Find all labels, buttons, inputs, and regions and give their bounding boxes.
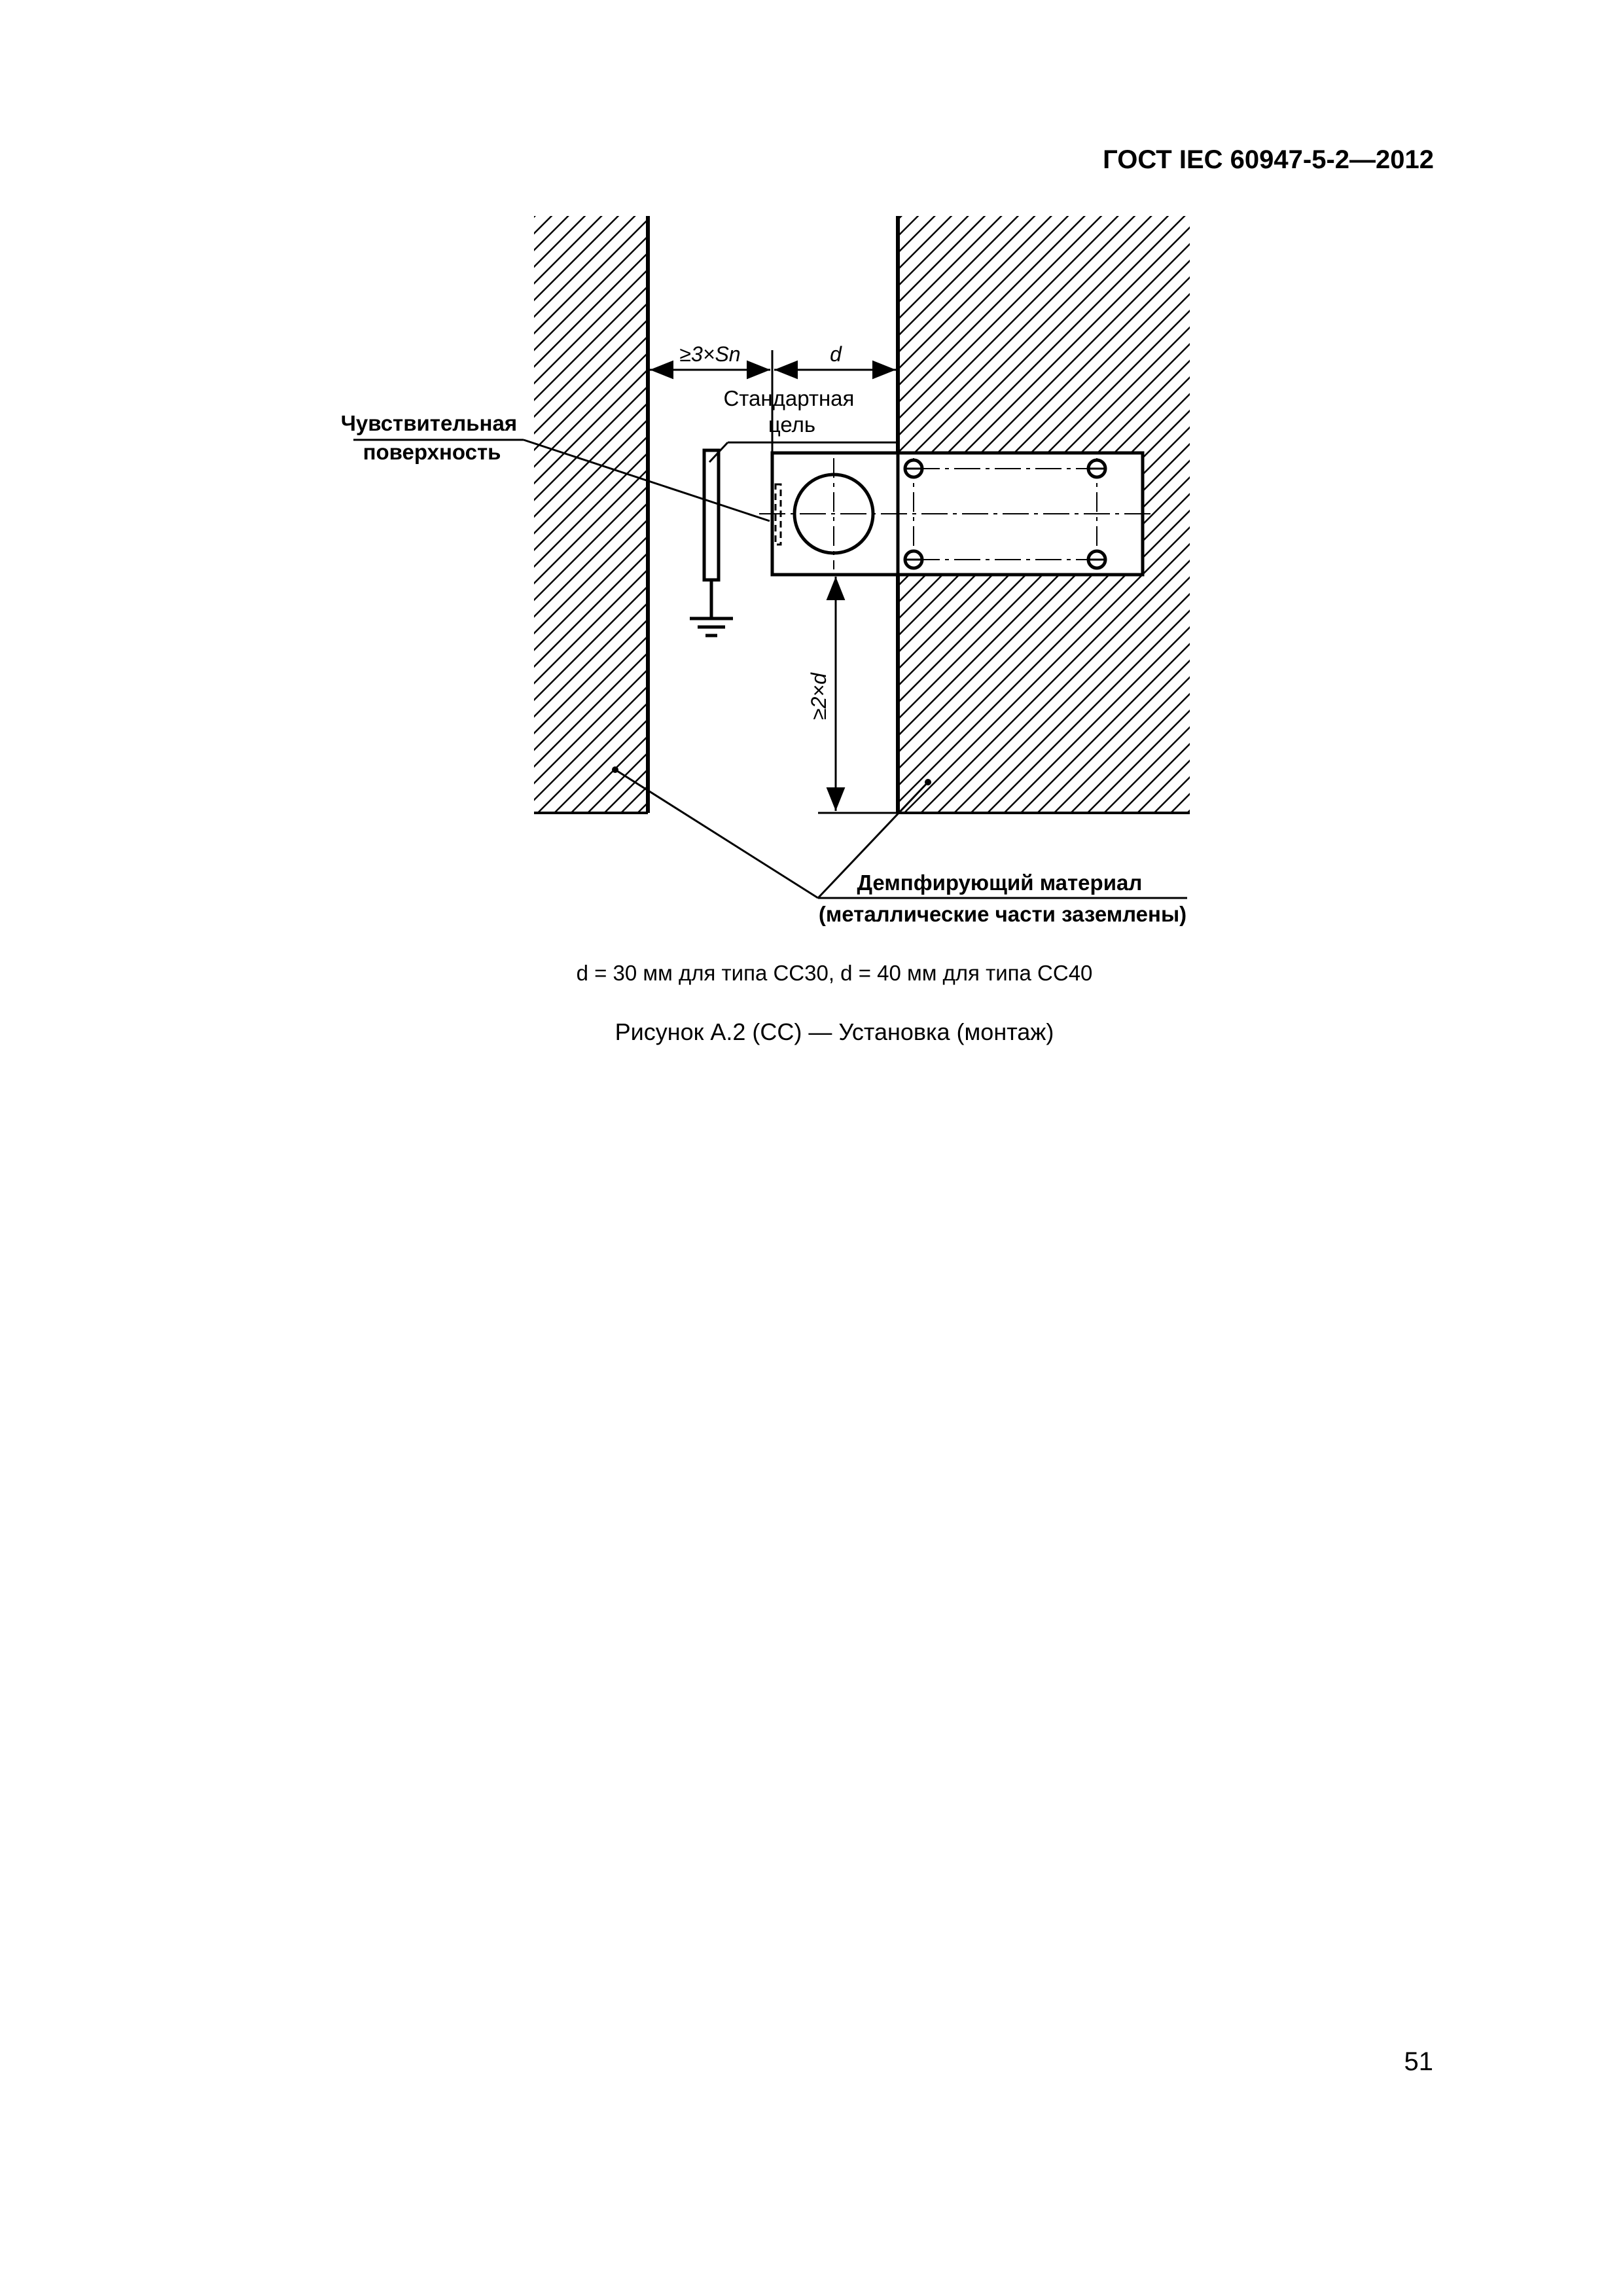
- page-number: 51: [1404, 2047, 1433, 2076]
- damping-material-label: Демпфирующий материал (металлические части заземлены): [818, 870, 1187, 926]
- sensing-surface-label: Чувствительная поверхность: [340, 411, 518, 464]
- dim-gap-label: ≥3×Sn: [679, 342, 741, 366]
- standard-target-leader: [709, 386, 897, 462]
- document-header: ГОСТ IEC 60947-5-2—2012: [1103, 145, 1434, 174]
- standard-target-label: Стандартная цель: [723, 386, 855, 437]
- left-damping-block: [534, 216, 648, 813]
- figure-caption: Рисунок А.2 (CC) — Установка (монтаж): [615, 1018, 1054, 1045]
- standard-target: [759, 453, 1152, 575]
- mounting-figure: [0, 0, 1623, 982]
- figure-note: d = 30 мм для типа CC30, d = 40 мм для типа CC40: [576, 961, 1093, 985]
- proximity-sensor: [690, 450, 733, 636]
- dim-width-label: d: [830, 342, 842, 366]
- dimension-vertical: [807, 577, 898, 813]
- dim-vertical-label: ≥2×d: [807, 673, 830, 720]
